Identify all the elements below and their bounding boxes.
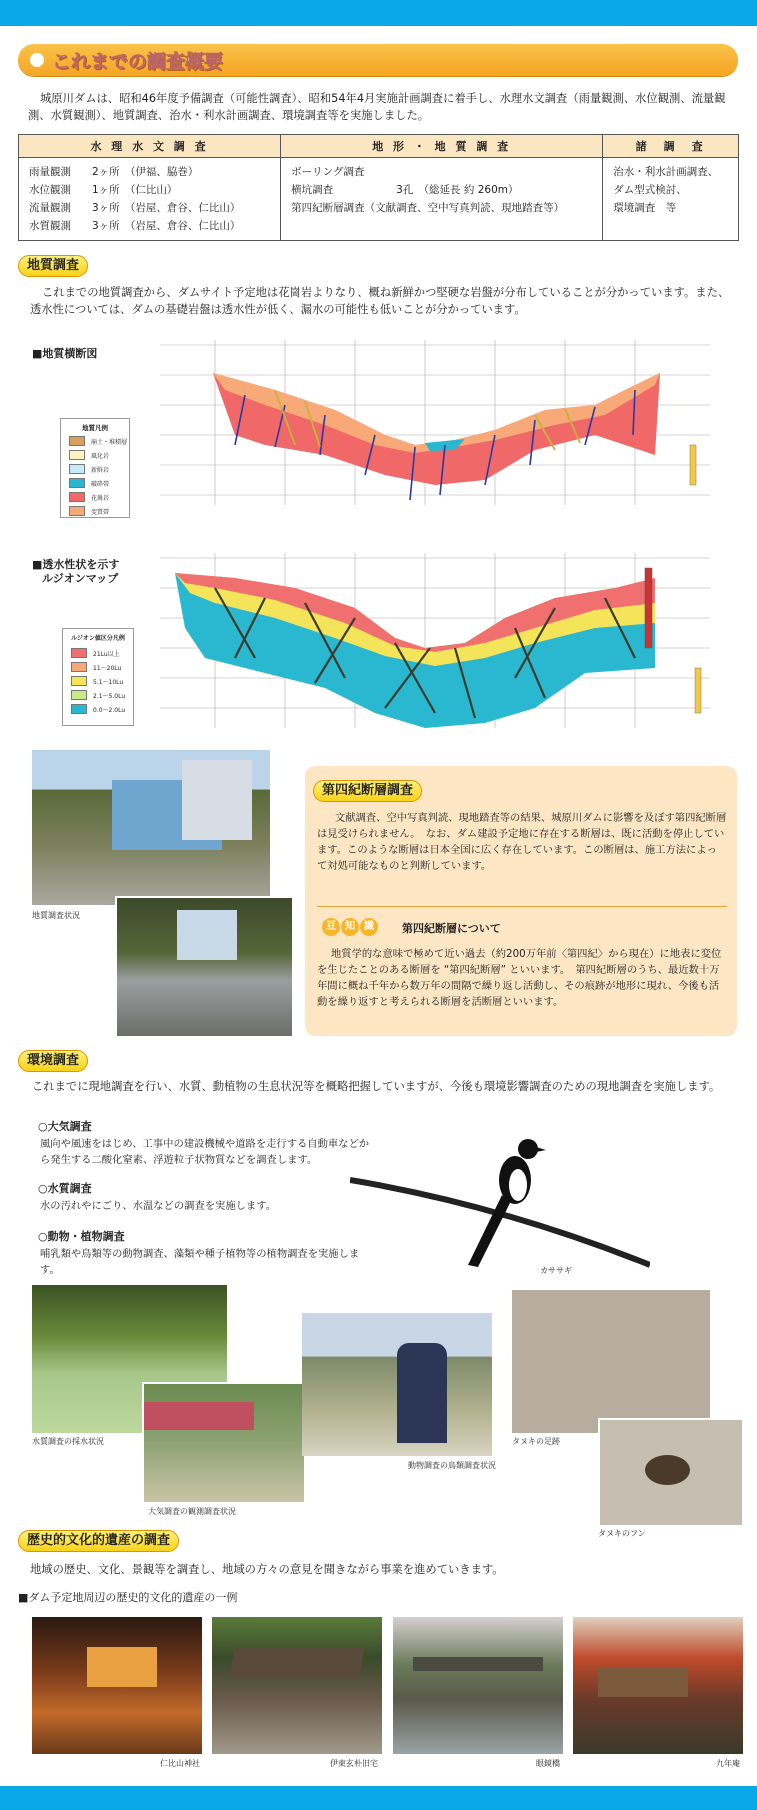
heritage-caption: 仁比山神社: [160, 1759, 200, 1768]
heritage-text: 地域の歴史、文化、景観等を調査し、地域の方々の意見を聞きながら事業を進めていきます。: [30, 1563, 504, 1576]
heritage-caption: 眼鏡橋: [536, 1759, 560, 1768]
legend-label: 0.0〜2.0Lu: [93, 706, 126, 714]
bird-caption: カササギ: [540, 1266, 572, 1275]
legend-label: 破砕帯: [91, 480, 110, 488]
heritage-sublabel: ■ダム予定地周辺の歴史的文化的遺産の一例: [18, 1591, 238, 1604]
geology-section-label: ■地質横断図: [32, 347, 98, 360]
table-line: ダム型式検討、: [613, 184, 687, 196]
megane-bridge-photo: [393, 1617, 563, 1754]
trivia-badge-char: 豆: [322, 918, 340, 936]
geology-survey-photo-2: [115, 896, 294, 1038]
ito-genboku-house-photo: [212, 1617, 382, 1754]
nihisan-shrine-photo: [32, 1617, 202, 1754]
legend-item: [61, 434, 129, 448]
legend-label: 新鮮岩: [91, 466, 110, 474]
table-line: 第四紀断層調査（文献調査、空中写真判読、現地踏査等）: [291, 202, 565, 214]
env-item-title: ○動物・植物調査: [38, 1230, 125, 1243]
table-line: 水位観測 1ヶ所 （仁比山）: [29, 184, 178, 196]
table-cell-other: [603, 158, 739, 241]
legend-label: 花崗岩: [91, 494, 110, 502]
table-header-geology: 地 形 ・ 地 質 調 査: [281, 135, 603, 158]
tanuki-dung-photo: [598, 1418, 744, 1527]
legend-item: [63, 646, 133, 660]
bird-survey-photo: [302, 1313, 492, 1456]
trivia-badge-char: 識: [360, 918, 378, 936]
legend-item: [63, 702, 133, 716]
table-line: 治水・利水計画調査、: [613, 166, 719, 178]
bullet-dot-icon: [30, 53, 44, 67]
geology-cross-section-diagram: [155, 335, 715, 515]
legend-item: [61, 462, 129, 476]
survey-table: [18, 134, 739, 241]
air-caption: 大気調査の観測調査状況: [148, 1507, 236, 1516]
table-line: 環境調査 等: [613, 202, 677, 214]
env-item-text: 水の汚れやにごり、水温などの調査を実施します。: [40, 1200, 277, 1212]
lugeon-map-diagram: [155, 548, 715, 738]
intro-text: 城原川ダムは、昭和46年度予備調査（可能性調査）、昭和54年4月実施計画調査に着手し、水理水文調査（雨量観測、水位観測、流量観測、水質観測）、地質調査、治水・利水計画調査、環境調査等を実施しました。: [28, 92, 726, 122]
table-line: 横坑調査 3孔 （総延長 約 260m）: [291, 184, 519, 196]
legend-item: [61, 504, 129, 518]
tanuki-footprint-photo: [512, 1290, 710, 1433]
geology-survey-photo-1: [32, 750, 270, 905]
environment-heading: 環境調査: [18, 1050, 88, 1072]
trivia-badge: [322, 918, 378, 936]
legend-label: 11〜20Lu: [93, 664, 122, 672]
footprint-caption: タヌキの足跡: [512, 1437, 560, 1446]
geology-text: これまでの地質調査から、ダムサイト予定地は花崗岩よりなり、概ね新鮮かつ堅硬な岩盤が分布していることが分かっています。また、透水性については、ダムの基礎岩盤は透水性が低く、漏水の可能性も低いことが分かっています。: [30, 286, 730, 316]
table-line: 雨量観測 2ヶ所 （伊福、脇巻）: [29, 166, 199, 178]
bottom-bar: [0, 1786, 757, 1810]
table-line: ボーリング調査: [291, 166, 365, 178]
legend-label: 変質帯: [91, 508, 110, 516]
table-header-other: 諸 調 査: [603, 135, 739, 158]
legend-label: 崩土・堆積層: [91, 438, 128, 446]
lugeon-label-line1: ■透水性状を示す: [32, 558, 120, 571]
lugeon-legend: [62, 628, 134, 726]
env-item-text: 哺乳類や鳥類等の動物調査、藻類や種子植物等の植物調査を実施します。: [40, 1248, 360, 1276]
legend-label: 風化岩: [91, 452, 110, 460]
env-item-title: ○水質調査: [38, 1182, 92, 1195]
legend-label: 21Lu以上: [93, 650, 120, 658]
fault-text: 文献調査、空中写真判読、現地踏査等の結果、城原川ダムに影響を及ぼす第四紀断層は見受けられません。 なお、ダム建設予定地に存在する断層は、既に活動を停止しています。このような断層は日本全国に広く存在しています。この断層は、施工方法によって対処可能なものと判断しています。: [317, 812, 727, 872]
legend-item: [61, 448, 129, 462]
table-line: 流量観測 3ヶ所 （岩屋、倉谷、仁比山）: [29, 202, 241, 214]
legend-label: 5.1〜10Lu: [93, 678, 124, 686]
trivia-badge-char: 知: [341, 918, 359, 936]
page-title: これまでの調査概要: [52, 51, 224, 73]
table-header-hydrology: 水 理 水 文 調 査: [19, 135, 281, 158]
table-cell-geology: [281, 158, 603, 241]
table-cell-hydrology: [19, 158, 281, 241]
legend-item: [61, 490, 129, 504]
divider: [317, 906, 727, 907]
heritage-heading: 歴史的文化的遺産の調査: [18, 1530, 179, 1552]
kunenan-photo: [573, 1617, 743, 1754]
heritage-caption: 伊東玄朴旧宅: [330, 1759, 378, 1768]
fault-heading: 第四紀断層調査: [313, 780, 422, 802]
environment-text: これまでに現地調査を行い、水質、動植物の生息状況等を概略把握していますが、今後も環境影響調査のための現地調査を実施します。: [32, 1080, 721, 1093]
geology-photo-caption: 地質調査状況: [32, 911, 80, 920]
air-survey-photo: [142, 1382, 306, 1504]
geology-legend: [60, 418, 130, 518]
legend-item: [61, 476, 129, 490]
legend-item: [63, 660, 133, 674]
dung-caption: タヌキのフン: [598, 1529, 646, 1538]
legend-item: [63, 688, 133, 702]
legend-item: [63, 674, 133, 688]
env-item-title: ○大気調査: [38, 1120, 92, 1133]
water-caption: 水質調査の採水状況: [32, 1437, 104, 1446]
trivia-title: 第四紀断層について: [402, 922, 501, 935]
heritage-caption: 九年庵: [716, 1759, 740, 1768]
magpie-bird-image: [350, 1135, 650, 1285]
top-bar: [0, 0, 757, 26]
legend-label: 2.1〜5.0Lu: [93, 692, 126, 700]
legend-title: ルジオン値区分凡例: [71, 635, 125, 642]
env-item-text: 風向や風速をはじめ、工事中の建設機械や道路を走行する自動車などから発生する二酸化窒素、浮遊粒子状物質などを調査します。: [40, 1138, 370, 1166]
table-line: 水質観測 3ヶ所 （岩屋、倉谷、仁比山）: [29, 220, 241, 232]
legend-title: 地質凡例: [82, 424, 108, 432]
section-header: [18, 44, 738, 76]
geology-heading: 地質調査: [18, 255, 88, 277]
bird-survey-caption: 動物調査の鳥類調査状況: [408, 1461, 496, 1470]
trivia-text: 地質学的な意味で極めて近い過去（約200万年前〈第四紀〉から現在）に地表に変位を生じたことのある断層を “第四紀断層” といいます。 第四紀断層のうち、最近数十万年間に概ね千年から数万年の間隔で繰り返し活動し、その痕跡が地形に現れ、今後も活動を繰り返すと考えられる断層を活断層といいます。: [317, 948, 722, 1008]
lugeon-label-line2: ルジオンマップ: [42, 572, 119, 585]
